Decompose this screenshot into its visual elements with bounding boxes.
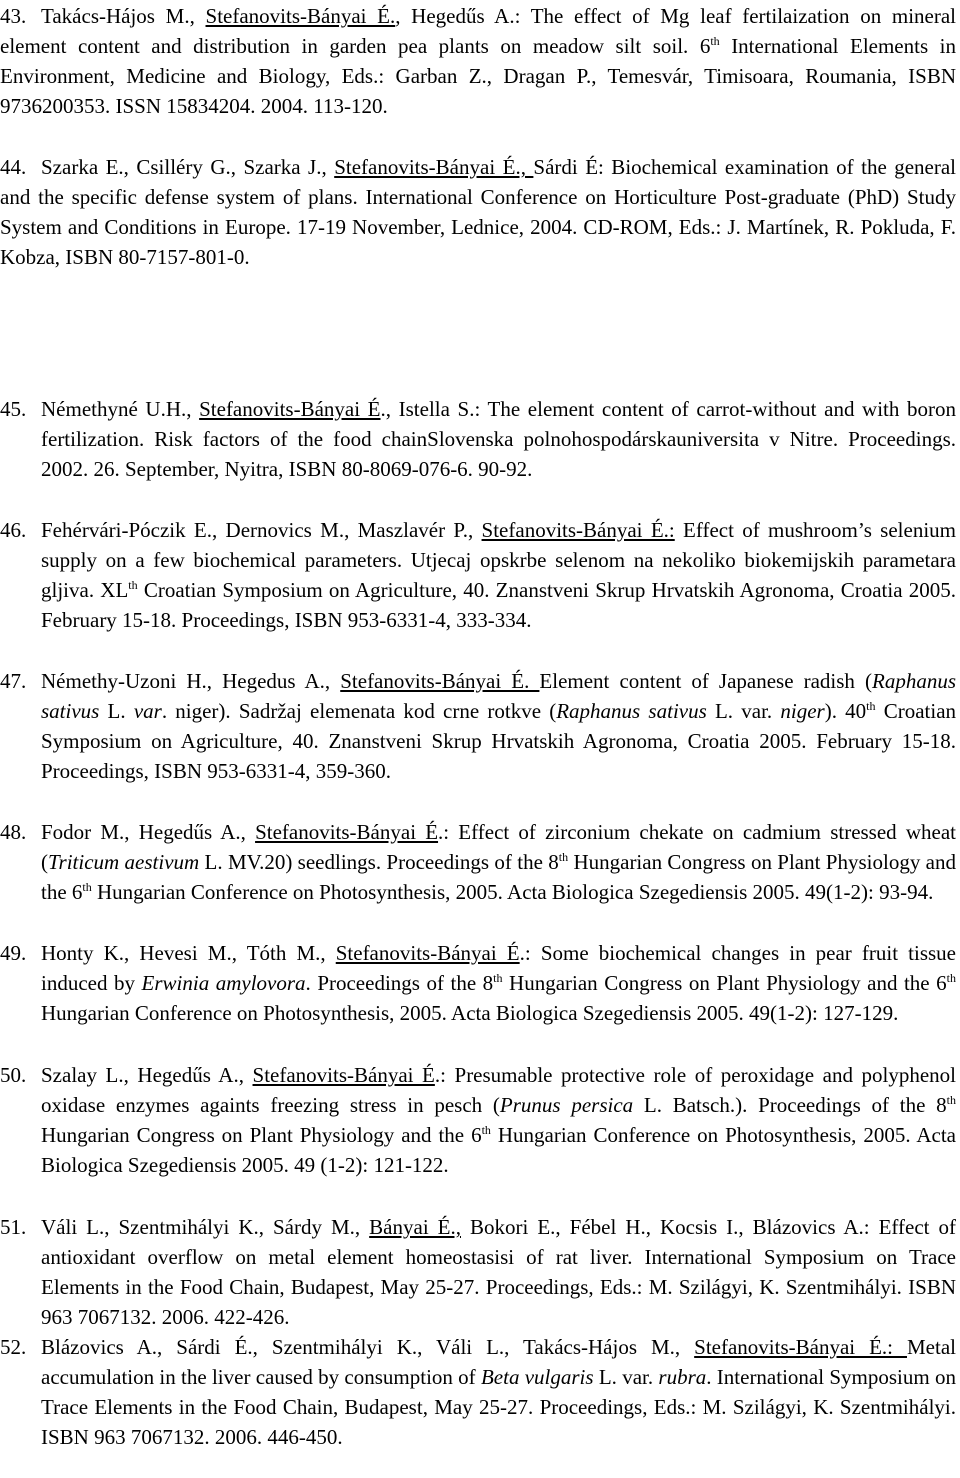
reference-number: 49. [0,941,27,965]
underlined-author: Stefanovits-Bányai É. [205,4,396,28]
reference-text [41,1332,956,1452]
underlined-author: Stefanovits-Bányai É [255,820,439,844]
text-segment: Croatian Symposium on Agriculture, 40. Znanstveni Skrup Hrvatskih Agronoma, Croatia 2005. February 15-18. Proceedings, ISBN 953-6331-4, 359-360. [41,699,957,784]
text-segment: Szarka E., Csilléry G., Szarka J., [41,155,335,179]
reference-number: 50. [0,1063,27,1087]
superscript-text: th [866,699,876,714]
italic-text: rubra [658,1365,707,1390]
text-segment: . International Symposium on Trace Elements in the Food Chain, Budapest, May 25-27. Proceedings, Eds.: M. Szilágyi, K. Szentmihályi. ISBN 963 7067132. 2006. 446-450. [41,1365,956,1450]
reference-45 [0,394,956,484]
reference-number: 44. [0,155,27,179]
reference-number: 52. [0,1335,27,1359]
text-segment: Effect of mushroom’s selenium supply on a few biochemical parameters. Utjecaj opskrbe selenom na nekoliko biokemijskih parametara gljiva. XL [41,518,957,603]
reference-43 [0,1,956,121]
reference-text [41,938,956,1028]
reference-text [41,394,956,484]
reference-number: 47. [0,669,27,693]
text-segment: Hungarian Congress on Plant Physiology and the 6 [41,1123,482,1148]
reference-48 [0,817,956,907]
underlined-author: Stefanovits-Bányai É [252,1063,435,1087]
italic-text: Beta vulgaris [480,1365,594,1390]
reference-text [41,515,956,635]
text-segment: Némethyné U.H., [41,397,200,421]
underlined-author: Stefanovits-Bányai É.: [694,1335,907,1359]
reference-number: 51. [0,1215,27,1239]
text-segment: L. Batsch.). Proceedings of the 8 [633,1093,947,1118]
underlined-author: Stefanovits-Bányai É., [334,155,534,179]
text-segment: Bokori E., Fébel H., Kocsis I., Blázovics A.: Effect of antioxidant overflow on metal element homeostasisi of rat liver. International Symposium on Trace Elements in the Food Chain, Budapest, May 25-27. Proceedings, Eds.: M. Szilágyi, K. Szentmihályi. ISBN 963 7067132. 2006. 422-426. [41,1215,957,1330]
text-segment: Sárdi É: Biochemical examination of the general and the specific defense system of plans. International Conference on Horticulture Post-graduate (PhD) Study System and Conditions in Europe. 17-19 November, Lednice, 2004. CD-ROM, Eds.: J. Martínek, R. Pokluda, F. Kobza, ISBN 80-7157-801-0. [0,155,957,270]
underlined-author: Bányai É., [369,1215,461,1239]
text-segment: .: Effect of zirconium chekate on cadmium stressed wheat ( [41,820,956,875]
superscript-text: th [481,1123,491,1138]
underlined-author: Stefanovits-Bányai É [335,941,520,965]
reference-text [41,666,956,786]
text-segment: . niger). Sadržaj elemenata kod crne rotkve ( [161,699,557,724]
reference-46 [0,515,956,635]
text-segment: L. var. [706,699,781,724]
text-segment: L. MV.20) seedlings. Proceedings of the 8 [199,850,559,875]
text-segment: Metal accumulation in the liver caused by consumption of [41,1335,956,1390]
italic-text: Raphanus sativus [41,669,956,724]
text-segment: Blázovics A., Sárdi É., Szentmihályi K., Váli L., Takács-Hájos M., [41,1335,695,1359]
superscript-text: th [558,850,569,865]
reference-text [41,1212,956,1332]
superscript-text: th [946,1093,956,1108]
text-segment: .: Presumable protective role of peroxidage and polyphenol oxidase enzymes againts freezing stress in pesch ( [41,1063,957,1118]
reference-text [41,817,956,907]
text-segment: Croatian Symposium on Agriculture, 40. Znanstveni Skrup Hrvatskih Agronoma, Croatia 2005. February 15-18. Proceedings, ISBN 953-6331-4, 333-334. [41,578,956,633]
italic-text: var [133,699,162,724]
text-segment: . Proceedings of the 8 [305,971,494,996]
italic-text: niger [780,699,825,724]
superscript-text: th [82,880,92,895]
reference-number: 45. [0,397,27,421]
text-segment: Hungarian Conference on Photosynthesis, 2005. Acta Biologica Szegediensis 2005. 49 (1-2): 121-122. [41,1123,956,1178]
text-segment: Hungarian Conference on Photosynthesis, 2005. Acta Biologica Szegediensis 2005. 49(1-2): 93-94. [91,880,934,905]
superscript-text: th [493,971,503,986]
reference-44 [0,152,956,272]
text-segment: Hungarian Conference on Photosynthesis, 2005. Acta Biologica Szegediensis 2005. 49(1-2): 127-129. [41,1001,899,1026]
reference-52 [0,1332,956,1452]
text-segment: ., Istella S.: The element content of carrot-without and with boron fertilization. Risk factors of the food chainSlovenska polnohospodárskauniversita v Nitre. Proceedings. 2002. 26. September, Nyitra, ISBN 80-8069-076-6. 90-92. [41,397,956,482]
text-segment: International Elements in Environment, Medicine and Biology, Eds.: Garban Z., Dragan P., Temesvár, Timisoara, Roumania, ISBN 9736200353. ISSN 15834204. 2004. 113-120. [0,34,956,119]
text-segment: Hungarian Congress on Plant Physiology and the 6 [41,850,956,905]
superscript-text: th [128,578,138,593]
italic-text: Erwinia amylovora [141,971,306,996]
reference-number: 46. [0,518,27,542]
reference-49 [0,938,956,1028]
underlined-author: Stefanovits-Bányai É. [340,669,540,693]
reference-number: 48. [0,820,27,844]
reference-text [41,1060,956,1180]
reference-number: 43. [0,4,27,28]
text-segment: .: Some biochemical changes in pear fruit tissue induced by [41,941,957,996]
reference-50 [0,1060,956,1180]
text-segment: L. var. [593,1365,659,1390]
superscript-text: th [710,34,720,49]
text-segment: Honty K., Hevesi M., Tóth M., [41,941,336,965]
reference-text [0,1,956,121]
reference-text [0,152,956,272]
text-segment: , Hegedűs A.: The effect of Mg leaf fertilaization on mineral element content and distribution in garden pea plants on meadow silt soil. 6 [0,4,957,59]
text-segment: Fehérvári-Póczik E., Dernovics M., Maszlavér P., [41,518,482,542]
reference-47 [0,666,956,786]
text-segment: Takács-Hájos M., [41,4,206,28]
reference-51 [0,1212,956,1332]
italic-text: Prunus persica [499,1093,634,1118]
text-segment: L. [99,699,134,724]
text-segment: Szalay L., Hegedűs A., [41,1063,253,1087]
italic-text: Triticum aestivum [48,850,200,875]
text-segment: Fodor M., Hegedűs A., [41,820,256,844]
superscript-text: th [946,971,956,986]
italic-text: Raphanus sativus [556,699,707,724]
text-segment: Hungarian Congress on Plant Physiology and the 6 [502,971,947,996]
text-segment: ). 40 [824,699,867,724]
underlined-author: Stefanovits-Bányai É [199,397,381,421]
underlined-author: Stefanovits-Bányai É.: [481,518,675,542]
text-segment: Némethy-Uzoni H., Hegedus A., [41,669,341,693]
text-segment: Element content of Japanese radish ( [539,669,872,693]
text-segment: Váli L., Szentmihályi K., Sárdy M., [41,1215,370,1239]
